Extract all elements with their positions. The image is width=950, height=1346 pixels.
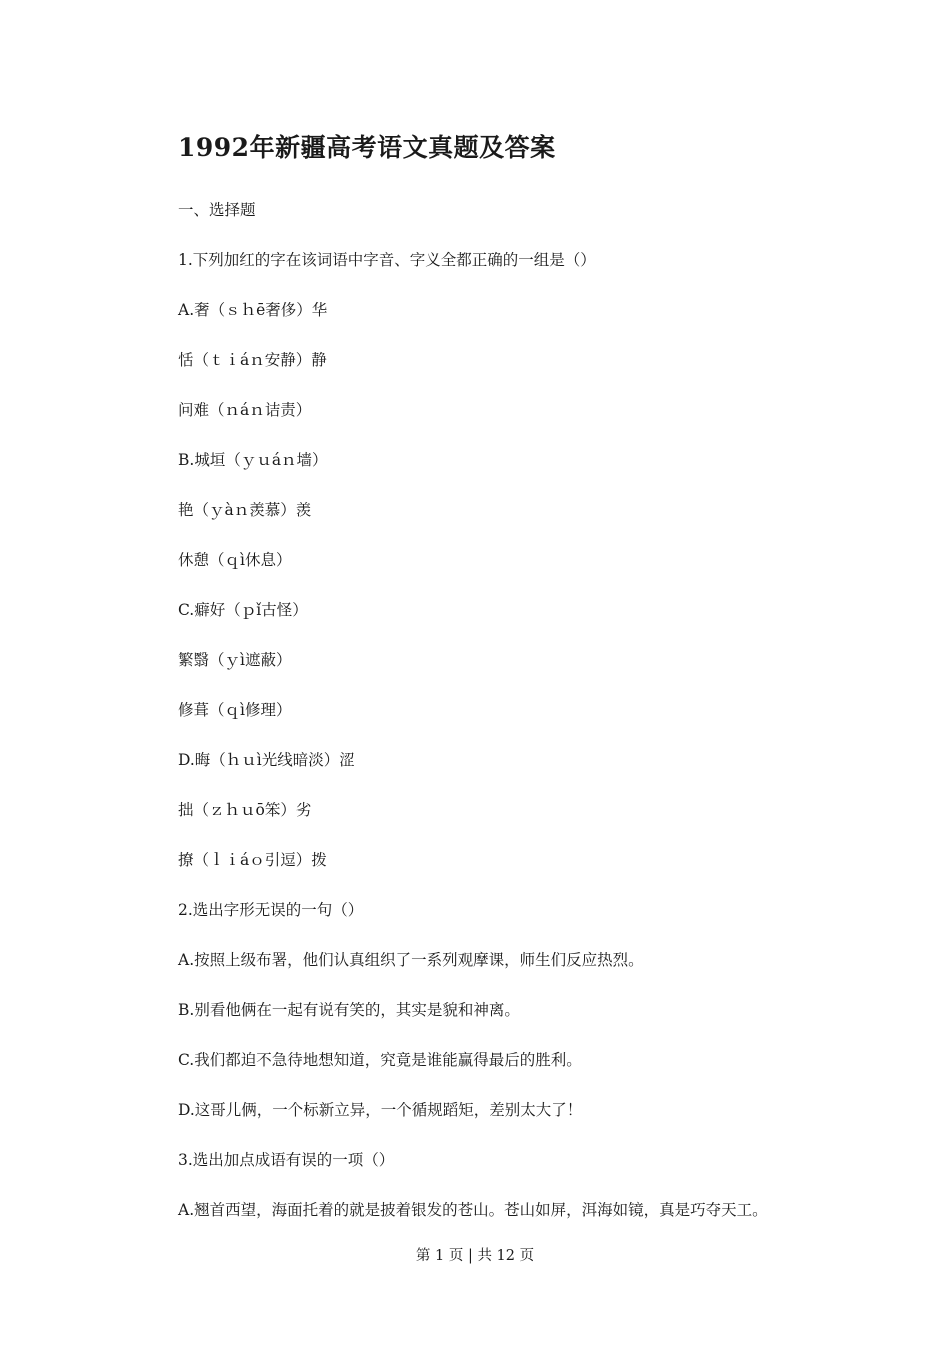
option-line: A.按照上级布署，他们认真组织了一系列观摩课，师生们反应热烈。 — [178, 951, 644, 969]
option-line: D.晦（ｈｕì光线暗淡）涩 — [178, 751, 355, 769]
option-line: A.翘首西望，海面托着的就是披着银发的苍山。苍山如屏，洱海如镜，真是巧夺天工。 — [178, 1201, 768, 1219]
document-body — [178, 198, 858, 1248]
document-title: 1992年新疆高考语文真题及答案 — [178, 133, 556, 162]
option-line: C.我们都迫不急待地想知道，究竟是谁能赢得最后的胜利。 — [178, 1051, 582, 1069]
option-line: 撩（ｌｉáｏ引逗）拨 — [178, 851, 327, 869]
option-line: 艳（ｙàｎ羡慕）羡 — [178, 501, 312, 519]
option-line: 繁翳（ｙì遮蔽） — [178, 651, 292, 669]
page-footer: 第 1 页 | 共 12 页 — [415, 1248, 535, 1264]
option-line: 休憩（ｑì休息） — [178, 551, 292, 569]
option-line: 恬（ｔｉáｎ安静）静 — [178, 351, 327, 369]
option-line: A.奢（ｓｈē奢侈）华 — [178, 301, 328, 319]
section-heading: 一、选择题 — [178, 201, 256, 219]
question-2: 2.选出字形无误的一句（） — [178, 901, 364, 919]
option-line: D.这哥儿俩，一个标新立异，一个循规蹈矩，差别太大了！ — [178, 1101, 583, 1119]
question-1: 1.下列加红的字在该词语中字音、字义全都正确的一组是（） — [178, 251, 596, 269]
option-line: 拙（ｚｈｕō笨）劣 — [178, 801, 312, 819]
option-line: B.别看他俩在一起有说有笑的，其实是貌和神离。 — [178, 1001, 520, 1019]
option-line: C.癖好（ｐǐ古怪） — [178, 601, 308, 619]
option-line: 修葺（ｑì修理） — [178, 701, 292, 719]
question-3: 3.选出加点成语有误的一项（） — [178, 1151, 395, 1169]
option-line: B.城垣（ｙｕáｎ墙） — [178, 451, 328, 469]
option-line: 问难（ｎáｎ诘责） — [178, 401, 312, 419]
